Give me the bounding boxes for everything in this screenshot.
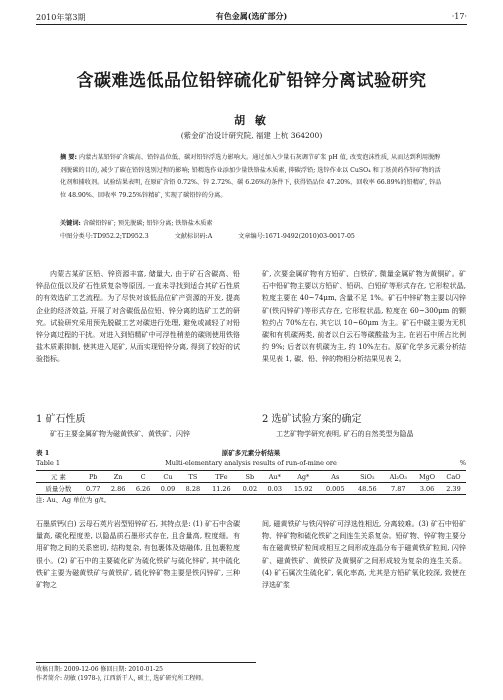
table-header-cell: TFe xyxy=(205,471,237,483)
author-name: 胡 敏 xyxy=(234,114,269,127)
article-number: 文章编号:1671-9492(2010)03-0017-05 xyxy=(238,233,355,240)
author-affiliation: (紫金矿冶设计研究院, 福建 上杭 364200) xyxy=(180,131,323,140)
keywords-label: 关键词: xyxy=(60,220,81,227)
table-cell: 0.005 xyxy=(325,484,345,493)
table-header-cell: Pb xyxy=(81,471,106,483)
body-right-mid xyxy=(262,428,466,440)
table-cell: 15.92 xyxy=(293,484,313,493)
table-header-cell: 元 素 xyxy=(36,471,81,483)
scheme-paragraph-start: 工艺矿物学研究表明, 矿石的自然类型为隐晶 xyxy=(276,430,414,438)
abstract-text: 内蒙古某铅锌矿含碳高、铅锌品位低、碳对铅锌浮选力影响大。通过加入少量石灰调节矿浆 pH 值, 改变泡沫性质, 从而达到利用脱醇剂脱碳的目的, 减少了碳在铅锌选别过程的影响; 铅精选作业添加少量铁铬盐木质素, 抑碳浮铅; 选锌作业以 CuSO₄ 和丁基黄药作锌矿物的活化剂和捕收剂。试验结果表明, 在原矿含铅 0.72%、锌 2.72%、碳 6.26%的条件下, 获得铅品位 47.20%、回收率 66.89%的铅精矿, 锌品位 48.90%、回收率 79.25%锌精矿, 实现了碳铅锌的分离。 xyxy=(60,154,442,199)
table-header-cell: Ag* xyxy=(287,471,319,483)
body-right-bottom xyxy=(262,518,466,591)
table-header-cell: CaO xyxy=(441,471,466,483)
table-title: 原矿多元素分析结果 xyxy=(221,449,281,457)
issue-label: 2010年第3期 xyxy=(36,13,86,22)
body-left-top xyxy=(36,268,240,366)
ore-paragraph-continued: 矿, 次要金属矿物有方铅矿、白铁矿, 微量金属矿物为黄铜矿。矿石中铅矿物主要以方铅矿、铅矾、白铅矿等形式存在, 它形粒状晶, 粒度主要在 40~74μm, 含量不足 1%。矿石中锌矿物主要以闪锌矿(铁闪锌矿)等形式存在, 它形粒状晶, 粒度在 60~300μm 的颗粒约占 70%左右, 其它以 10~60μm 为主。矿石中碳主要为无机碳和有机碳两类, 前者以白云石等碳酸盐为主, 在岩石中所占比例约 9%; 后者以有机碳为主, 约 10%左右。原矿化学多元素分析结果见表 1, 碳、铅、锌的物相分析结果见表 2。 xyxy=(262,270,466,364)
table-cell: 0.77 xyxy=(85,484,101,493)
table-header-row xyxy=(36,471,466,483)
footnote xyxy=(36,662,256,683)
table-header-cell: C xyxy=(131,471,156,483)
page-number: ·17· xyxy=(451,12,467,21)
table-header-cell: Sb xyxy=(237,471,262,483)
intro-paragraph: 内蒙古某矿区铅、锌资源丰富, 储量大, 由于矿石含碳高、铅锌品位低以及矿石性质复杂等原因, 一直未寻找到适合其矿石性质的有效选矿工艺流程。为了尽快对该低品位矿产资源的开发, 提高企业的经济效益, 开展了对含碳低品位铅、锌分离的选矿工艺的研究。试验研究采用预先脱碳工艺对碳进行处理, 避免或减轻了对铅锌分离过程的干扰。对进入到铅精矿中可浮性稍差的碳则使用铁铬盐木质素抑制, 使其进入尾矿, 从而实现铅锌分离, 得到了较好的试验指标。 xyxy=(36,270,240,364)
abstract xyxy=(60,152,443,202)
ore-paragraph-start: 矿石主要金属矿物为磁黄铁矿、黄铁矿、闪锌 xyxy=(50,430,190,438)
journal-name: 有色金属(选矿部分) xyxy=(215,11,288,21)
table-cell: 0.02 xyxy=(242,484,258,493)
ore-features-continued: 间, 磁黄铁矿与铁闪锌矿可浮选性相近, 分离较难。(3) 矿石中铅矿物、锌矿物和硫化铁矿之间连生关系复杂。铅矿物、锌矿物主要分布在磁黄铁矿粒间或相互之间形成连晶分布于磁黄铁矿粒间, 闪锌矿、磁黄铁矿、黄铁矿及黄铜矿之间形成较为复杂的连生关系。(4) 矿石属次生硫化矿, 氧化率高, 尤其是方铅矿氧化较深, 致使在浮选矿浆 xyxy=(262,520,466,590)
table-title-en: Multi-elementary analysis results of run-of-mine ore xyxy=(165,459,337,467)
table-cell: 48.56 xyxy=(358,484,377,493)
author-bio: 作者简介: 胡敏 (1978-), 江西新干人, 硕士, 选矿研究所工程师。 xyxy=(36,675,208,682)
table-cell: 3.06 xyxy=(419,484,435,493)
table-unit: % xyxy=(459,459,466,467)
table-cell: 2.39 xyxy=(446,484,461,493)
body-left-mid xyxy=(36,428,240,440)
table-header-cell: As xyxy=(319,471,351,483)
table-header-cell: Cu xyxy=(156,471,181,483)
table-cell: 8.28 xyxy=(185,484,201,493)
table-note: 注: Au、Ag 单位为 g/t。 xyxy=(36,496,111,504)
table-cell: 0.09 xyxy=(160,484,176,493)
table-header-cell: Al₂O₃ xyxy=(383,471,413,483)
body-right-top xyxy=(262,268,466,366)
table-cell: 11.26 xyxy=(212,484,231,493)
table-label: 表 1 xyxy=(36,449,50,457)
received-dates: 收稿日期: 2009-12-06 修回日期: 2010-01-25 xyxy=(36,666,163,673)
section-1-heading: 1 矿石性质 xyxy=(36,414,86,425)
table-header-cell: MgO xyxy=(413,471,441,483)
clc-number: 中图分类号:TD952.2;TD952.3 xyxy=(60,233,149,240)
table-header-cell: SiO₂ xyxy=(351,471,383,483)
table-cell: 6.26 xyxy=(135,484,151,493)
keywords xyxy=(60,218,443,227)
document-code: 文献标识码:A xyxy=(174,233,213,240)
ore-features-paragraph: 石墨质钙(白) 云母石英片岩型铅锌矿石, 其特点是: (1) 矿石中含碳量高, 碳化程度差, 以隐晶质石墨形式存在, 且含量高, 粒度细。有用矿物之间的关系密切, 结构复杂, 有包裹体及熔融体, 且包裹粒度很小。(2) 矿石中的主要硫化矿为硫化铁矿与硫化锌矿, 其中硫化铁矿主要为磁黄铁矿与黄铁矿, 硫化锌矿物主要是铁闪锌矿, 三种矿物之 xyxy=(36,520,240,590)
table-row xyxy=(36,483,466,495)
table-header-cell: Zn xyxy=(106,471,131,483)
table-label-en: Table 1 xyxy=(36,459,60,467)
table-row-label: 质量分数 xyxy=(45,485,72,493)
element-table xyxy=(36,470,466,495)
table-cell: 0.03 xyxy=(267,484,283,493)
abstract-label: 摘 要: xyxy=(60,154,78,161)
table-header-cell: TS xyxy=(180,471,205,483)
body-left-bottom xyxy=(36,518,240,591)
table-cell: 2.86 xyxy=(110,484,126,493)
section-2-heading: 2 选矿试验方案的确定 xyxy=(262,414,362,425)
paper-title: 含碳难选低品位铅锌硫化矿铅锌分离试验研究 xyxy=(76,71,427,91)
keywords-text: 含碳铅锌矿; 预先脱碳; 铅锌分离; 铁铬盐木质素 xyxy=(82,220,213,227)
table-header-cell: Au* xyxy=(262,471,287,483)
running-header xyxy=(36,10,467,25)
classification-line xyxy=(60,231,443,240)
table-cell: 7.87 xyxy=(391,484,406,493)
